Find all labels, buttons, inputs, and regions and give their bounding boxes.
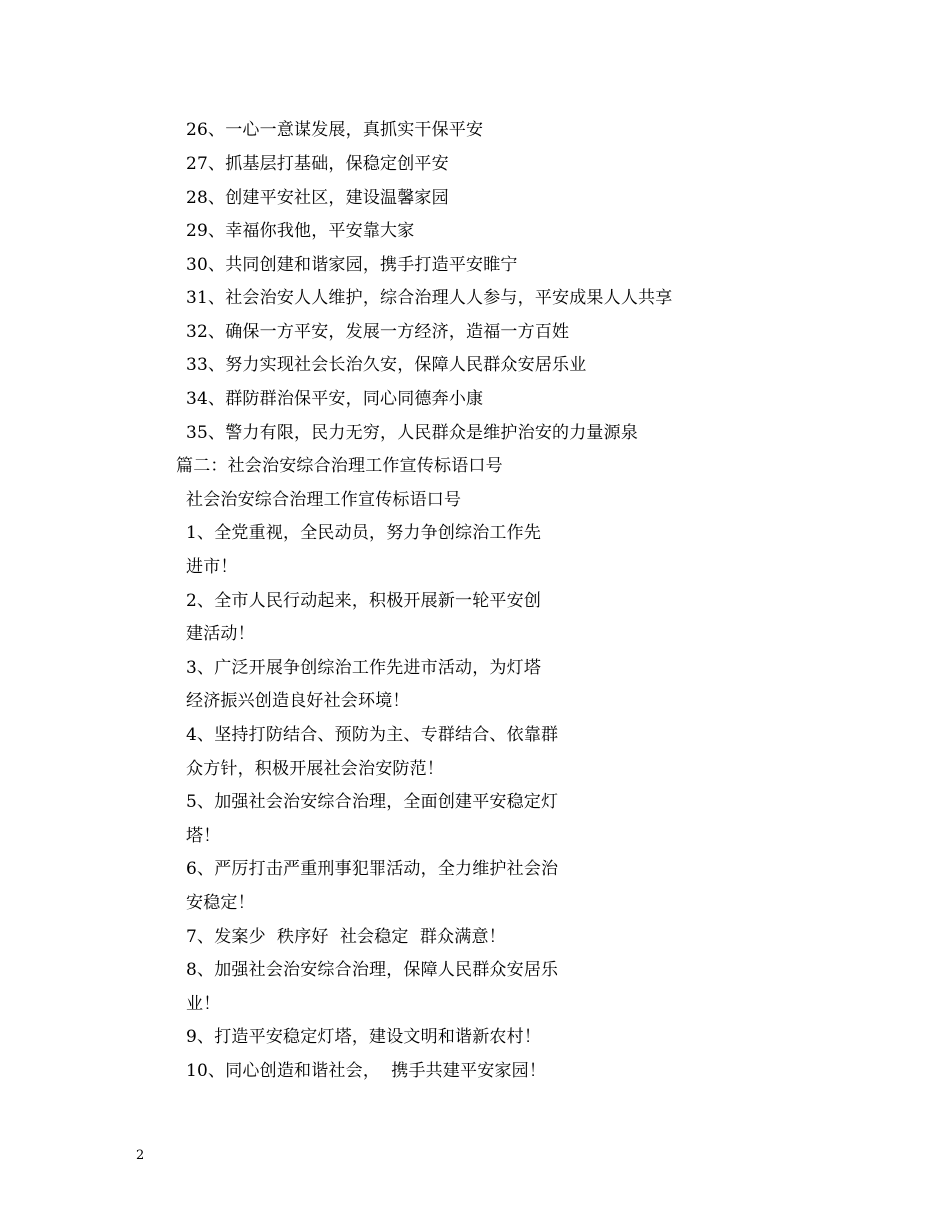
section-subtitle: 社会治安综合治理工作宣传标语口号 bbox=[186, 490, 462, 510]
list-item: 29、幸福你我他，平安靠大家 bbox=[186, 221, 415, 241]
list-item: 28、创建平安社区，建设温馨家园 bbox=[186, 188, 449, 208]
list-item: 塔！ bbox=[186, 826, 221, 846]
list-item: 30、共同创建和谐家园，携手打造平安睢宁 bbox=[186, 255, 518, 275]
list-item: 34、群防群治保平安，同心同德奔小康 bbox=[186, 389, 484, 409]
list-item: 9、打造平安稳定灯塔，建设文明和谐新农村！ bbox=[186, 1027, 542, 1047]
list-item: 1、全党重视，全民动员，努力争创综治工作先 bbox=[186, 523, 542, 543]
list-item: 35、警力有限，民力无穷，人民群众是维护治安的力量源泉 bbox=[186, 423, 639, 443]
list-item: 4、坚持打防结合、预防为主、专群结合、依靠群 bbox=[186, 725, 559, 745]
section-heading: 篇二：社会治安综合治理工作宣传标语口号 bbox=[176, 456, 503, 476]
list-item: 2、全市人民行动起来，积极开展新一轮平安创 bbox=[186, 591, 542, 611]
list-item: 安稳定！ bbox=[186, 893, 255, 913]
list-item: 进市！ bbox=[186, 557, 238, 577]
list-item: 经济振兴创造良好社会环境！ bbox=[186, 691, 410, 711]
list-item: 3、广泛开展争创综治工作先进市活动，为灯塔 bbox=[186, 658, 542, 678]
list-item: 31、社会治安人人维护，综合治理人人参与，平安成果人人共享 bbox=[186, 288, 673, 308]
list-item: 27、抓基层打基础，保稳定创平安 bbox=[186, 154, 449, 174]
list-item: 建活动！ bbox=[186, 624, 255, 644]
list-item: 5、加强社会治安综合治理，全面创建平安稳定灯 bbox=[186, 792, 559, 812]
list-item: 业！ bbox=[186, 994, 221, 1014]
list-item: 10、同心创造和谐社会， 携手共建平安家园！ bbox=[186, 1061, 547, 1081]
page-number: 2 bbox=[136, 1148, 145, 1163]
list-item: 32、确保一方平安，发展一方经济，造福一方百姓 bbox=[186, 322, 570, 342]
list-item: 7、发案少 秩序好 社会稳定 群众满意！ bbox=[186, 927, 506, 947]
list-item: 26、一心一意谋发展，真抓实干保平安 bbox=[186, 120, 484, 140]
list-item: 33、努力实现社会长治久安，保障人民群众安居乐业 bbox=[186, 355, 587, 375]
list-item: 8、加强社会治安综合治理，保障人民群众安居乐 bbox=[186, 960, 559, 980]
list-item: 众方针，积极开展社会治安防范！ bbox=[186, 759, 444, 779]
list-item: 6、严厉打击严重刑事犯罪活动，全力维护社会治 bbox=[186, 859, 559, 879]
